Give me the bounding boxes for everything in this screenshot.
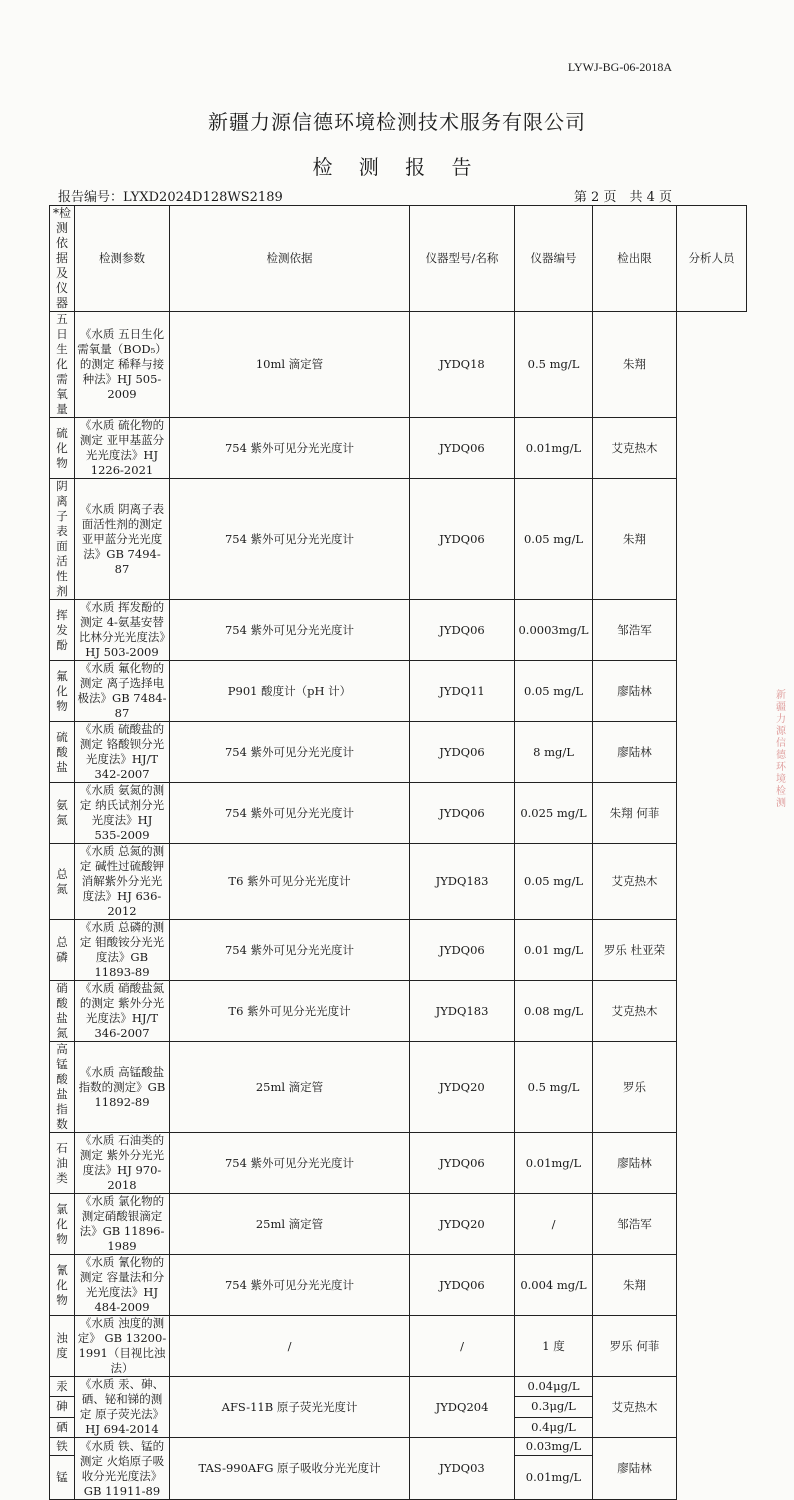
table-row bbox=[50, 479, 747, 600]
instrument-cell: T6 紫外可见分光光度计 bbox=[170, 981, 410, 1042]
table-row bbox=[50, 1133, 747, 1194]
table-row bbox=[50, 981, 747, 1042]
analyst-cell: 朱翔 bbox=[593, 1255, 677, 1316]
limit-cell: 1 度 bbox=[515, 1316, 593, 1377]
limit-cell: 0.05 mg/L bbox=[515, 479, 593, 600]
param-cell: 氰化物 bbox=[50, 1255, 75, 1316]
limit-cell: 0.3μg/L bbox=[515, 1397, 593, 1417]
basis-cell: 《水质 总氮的测定 碱性过硫酸钾消解紫外分光光度法》HJ 636-2012 bbox=[75, 844, 170, 920]
basis-cell: 《水质 硝酸盐氮的测定 紫外分光光度法》HJ/T 346-2007 bbox=[75, 981, 170, 1042]
limit-cell: 0.4μg/L bbox=[515, 1417, 593, 1437]
table-row bbox=[50, 1194, 747, 1255]
limit-cell: / bbox=[515, 1194, 593, 1255]
code-cell: JYDQ06 bbox=[410, 920, 515, 981]
table-row bbox=[50, 661, 747, 722]
report-title: 检 测 报 告 bbox=[312, 155, 482, 179]
param-cell: 硝酸盐氮 bbox=[50, 981, 75, 1042]
code-cell: JYDQ18 bbox=[410, 312, 515, 418]
param-cell: 阴离子表面活性剂 bbox=[50, 479, 75, 600]
header-code: 仪器编号 bbox=[515, 206, 593, 312]
code-cell: JYDQ20 bbox=[410, 1042, 515, 1133]
code-cell: / bbox=[410, 1316, 515, 1377]
header-basis: 检测依据 bbox=[170, 206, 410, 312]
basis-cell: 《水质 挥发酚的测定 4-氨基安替比林分光光度法》HJ 503-2009 bbox=[75, 600, 170, 661]
code-cell: JYDQ183 bbox=[410, 844, 515, 920]
analyst-cell: 艾克热木 bbox=[593, 981, 677, 1042]
instrument-cell: / bbox=[170, 1316, 410, 1377]
limit-cell: 0.5 mg/L bbox=[515, 1042, 593, 1133]
param-cell: 汞 bbox=[50, 1377, 75, 1397]
instrument-cell: 754 紫外可见分光光度计 bbox=[170, 783, 410, 844]
analyst-cell: 罗乐 杜亚荣 bbox=[593, 920, 677, 981]
instrument-cell: 754 紫外可见分光光度计 bbox=[170, 600, 410, 661]
analyst-cell: 朱翔 bbox=[593, 479, 677, 600]
param-cell: 锰 bbox=[50, 1456, 75, 1500]
table-header-row bbox=[50, 206, 747, 312]
code-cell: JYDQ06 bbox=[410, 722, 515, 783]
limit-cell: 0.5 mg/L bbox=[515, 312, 593, 418]
param-cell: 硫化物 bbox=[50, 418, 75, 479]
table-row bbox=[50, 920, 747, 981]
basis-cell: 《水质 硫酸盐的测定 铬酸钡分光光度法》HJ/T 342-2007 bbox=[75, 722, 170, 783]
limit-cell: 0.03mg/L bbox=[515, 1438, 593, 1456]
basis-cell: 《水质 氟化物的测定 离子选择电极法》GB 7484-87 bbox=[75, 661, 170, 722]
basis-cell: 《水质 阴离子表面活性剂的测定 亚甲蓝分光光度法》GB 7494-87 bbox=[75, 479, 170, 600]
document-code: LYWJ-BG-06-2018A bbox=[567, 60, 672, 74]
table-row bbox=[50, 1377, 747, 1397]
report-number: 报告编号：LYXD2024D128WS2189 bbox=[58, 190, 283, 205]
basis-cell: 《水质 高锰酸盐指数的测定》GB 11892-89 bbox=[75, 1042, 170, 1133]
header-param: 检测参数 bbox=[75, 206, 170, 312]
basis-cell: 《水质 石油类的测定 紫外分光光度法》HJ 970-2018 bbox=[75, 1133, 170, 1194]
stamp-seal: 新疆力源信德环境检测 bbox=[776, 690, 786, 809]
code-cell: JYDQ06 bbox=[410, 600, 515, 661]
limit-cell: 0.0003mg/L bbox=[515, 600, 593, 661]
code-cell: JYDQ20 bbox=[410, 1194, 515, 1255]
header-limit: 检出限 bbox=[593, 206, 677, 312]
instrument-cell: P901 酸度计（pH 计） bbox=[170, 661, 410, 722]
table-body bbox=[50, 312, 747, 1500]
analyst-cell: 廖陆林 bbox=[593, 722, 677, 783]
analyst-cell: 廖陆林 bbox=[593, 1133, 677, 1194]
code-cell: JYDQ03 bbox=[410, 1438, 515, 1500]
code-cell: JYDQ183 bbox=[410, 981, 515, 1042]
instrument-cell: 754 紫外可见分光光度计 bbox=[170, 1133, 410, 1194]
instrument-cell: 754 紫外可见分光光度计 bbox=[170, 722, 410, 783]
limit-cell: 0.004 mg/L bbox=[515, 1255, 593, 1316]
param-cell: 挥发酚 bbox=[50, 600, 75, 661]
table-row bbox=[50, 844, 747, 920]
table-row bbox=[50, 1316, 747, 1377]
limit-cell: 8 mg/L bbox=[515, 722, 593, 783]
limit-cell: 0.01mg/L bbox=[515, 1133, 593, 1194]
code-cell: JYDQ06 bbox=[410, 783, 515, 844]
analyst-cell: 罗乐 bbox=[593, 1042, 677, 1133]
table-row bbox=[50, 722, 747, 783]
instrument-cell: T6 紫外可见分光光度计 bbox=[170, 844, 410, 920]
header-analyst: 分析人员 bbox=[677, 206, 747, 312]
param-cell: 高锰酸盐指数 bbox=[50, 1042, 75, 1133]
limit-cell: 0.01 mg/L bbox=[515, 920, 593, 981]
code-cell: JYDQ11 bbox=[410, 661, 515, 722]
analyst-cell: 邹浩军 bbox=[593, 600, 677, 661]
page-number: 第 2 页 共 4 页 bbox=[573, 190, 672, 205]
basis-cell: 《水质 氯化物的测定硝酸银滴定法》GB 11896-1989 bbox=[75, 1194, 170, 1255]
limit-cell: 0.08 mg/L bbox=[515, 981, 593, 1042]
code-cell: JYDQ06 bbox=[410, 1255, 515, 1316]
basis-cell: 《水质 氰化物的测定 容量法和分光光度法》HJ 484-2009 bbox=[75, 1255, 170, 1316]
table-row bbox=[50, 418, 747, 479]
basis-cell: 《水质 汞、砷、硒、铋和锑的测定 原子荧光法》HJ 694-2014 bbox=[75, 1377, 170, 1438]
basis-cell: 《水质 硫化物的测定 亚甲基蓝分光光度法》HJ 1226-2021 bbox=[75, 418, 170, 479]
limit-cell: 0.05 mg/L bbox=[515, 844, 593, 920]
table-row bbox=[50, 600, 747, 661]
analyst-cell: 艾克热木 bbox=[593, 844, 677, 920]
limit-cell: 0.05 mg/L bbox=[515, 661, 593, 722]
table-row bbox=[50, 312, 747, 418]
table-row bbox=[50, 1438, 747, 1456]
instrument-cell: 25ml 滴定管 bbox=[170, 1042, 410, 1133]
basis-cell: 《水质 铁、锰的测定 火焰原子吸收分光光度法》GB 11911-89 bbox=[75, 1438, 170, 1500]
table-row bbox=[50, 1042, 747, 1133]
param-cell: 浊度 bbox=[50, 1316, 75, 1377]
instrument-cell: 754 紫外可见分光光度计 bbox=[170, 479, 410, 600]
analyst-cell: 朱翔 何菲 bbox=[593, 783, 677, 844]
side-label: *检测依据及仪器 bbox=[50, 206, 75, 312]
param-cell: 五日生化需氧量 bbox=[50, 312, 75, 418]
analyst-cell: 廖陆林 bbox=[593, 661, 677, 722]
param-cell: 硒 bbox=[50, 1417, 75, 1437]
param-cell: 氨氮 bbox=[50, 783, 75, 844]
instrument-cell: 754 紫外可见分光光度计 bbox=[170, 418, 410, 479]
limit-cell: 0.01mg/L bbox=[515, 1456, 593, 1500]
param-cell: 氟化物 bbox=[50, 661, 75, 722]
param-cell: 砷 bbox=[50, 1397, 75, 1417]
limit-cell: 0.025 mg/L bbox=[515, 783, 593, 844]
analyst-cell: 廖陆林 bbox=[593, 1438, 677, 1500]
analyst-cell: 罗乐 何菲 bbox=[593, 1316, 677, 1377]
instrument-cell: 754 紫外可见分光光度计 bbox=[170, 920, 410, 981]
limit-cell: 0.01mg/L bbox=[515, 418, 593, 479]
basis-cell: 《水质 氨氮的测定 纳氏试剂分光光度法》HJ 535-2009 bbox=[75, 783, 170, 844]
param-cell: 硫酸盐 bbox=[50, 722, 75, 783]
test-basis-table bbox=[49, 205, 747, 1500]
code-cell: JYDQ204 bbox=[410, 1377, 515, 1438]
table-row bbox=[50, 783, 747, 844]
param-cell: 石油类 bbox=[50, 1133, 75, 1194]
table-row bbox=[50, 1255, 747, 1316]
analyst-cell: 朱翔 bbox=[593, 312, 677, 418]
analyst-cell: 邹浩军 bbox=[593, 1194, 677, 1255]
analyst-cell: 艾克热木 bbox=[593, 418, 677, 479]
param-cell: 铁 bbox=[50, 1438, 75, 1456]
param-cell: 氯化物 bbox=[50, 1194, 75, 1255]
param-cell: 总磷 bbox=[50, 920, 75, 981]
basis-cell: 《水质 总磷的测定 钼酸铵分光光度法》GB 11893-89 bbox=[75, 920, 170, 981]
company-name: 新疆力源信德环境检测技术服务有限公司 bbox=[208, 110, 586, 134]
instrument-cell: 25ml 滴定管 bbox=[170, 1194, 410, 1255]
code-cell: JYDQ06 bbox=[410, 1133, 515, 1194]
code-cell: JYDQ06 bbox=[410, 479, 515, 600]
code-cell: JYDQ06 bbox=[410, 418, 515, 479]
analyst-cell: 艾克热木 bbox=[593, 1377, 677, 1438]
instrument-cell: 754 紫外可见分光光度计 bbox=[170, 1255, 410, 1316]
limit-cell: 0.04μg/L bbox=[515, 1377, 593, 1397]
instrument-cell: TAS-990AFG 原子吸收分光光度计 bbox=[170, 1438, 410, 1500]
param-cell: 总氮 bbox=[50, 844, 75, 920]
instrument-cell: AFS-11B 原子荧光光度计 bbox=[170, 1377, 410, 1438]
instrument-cell: 10ml 滴定管 bbox=[170, 312, 410, 418]
header-instrument: 仪器型号/名称 bbox=[410, 206, 515, 312]
basis-cell: 《水质 五日生化需氧量（BOD₅）的测定 稀释与接种法》HJ 505-2009 bbox=[75, 312, 170, 418]
basis-cell: 《水质 浊度的测定》 GB 13200-1991（目视比浊法） bbox=[75, 1316, 170, 1377]
